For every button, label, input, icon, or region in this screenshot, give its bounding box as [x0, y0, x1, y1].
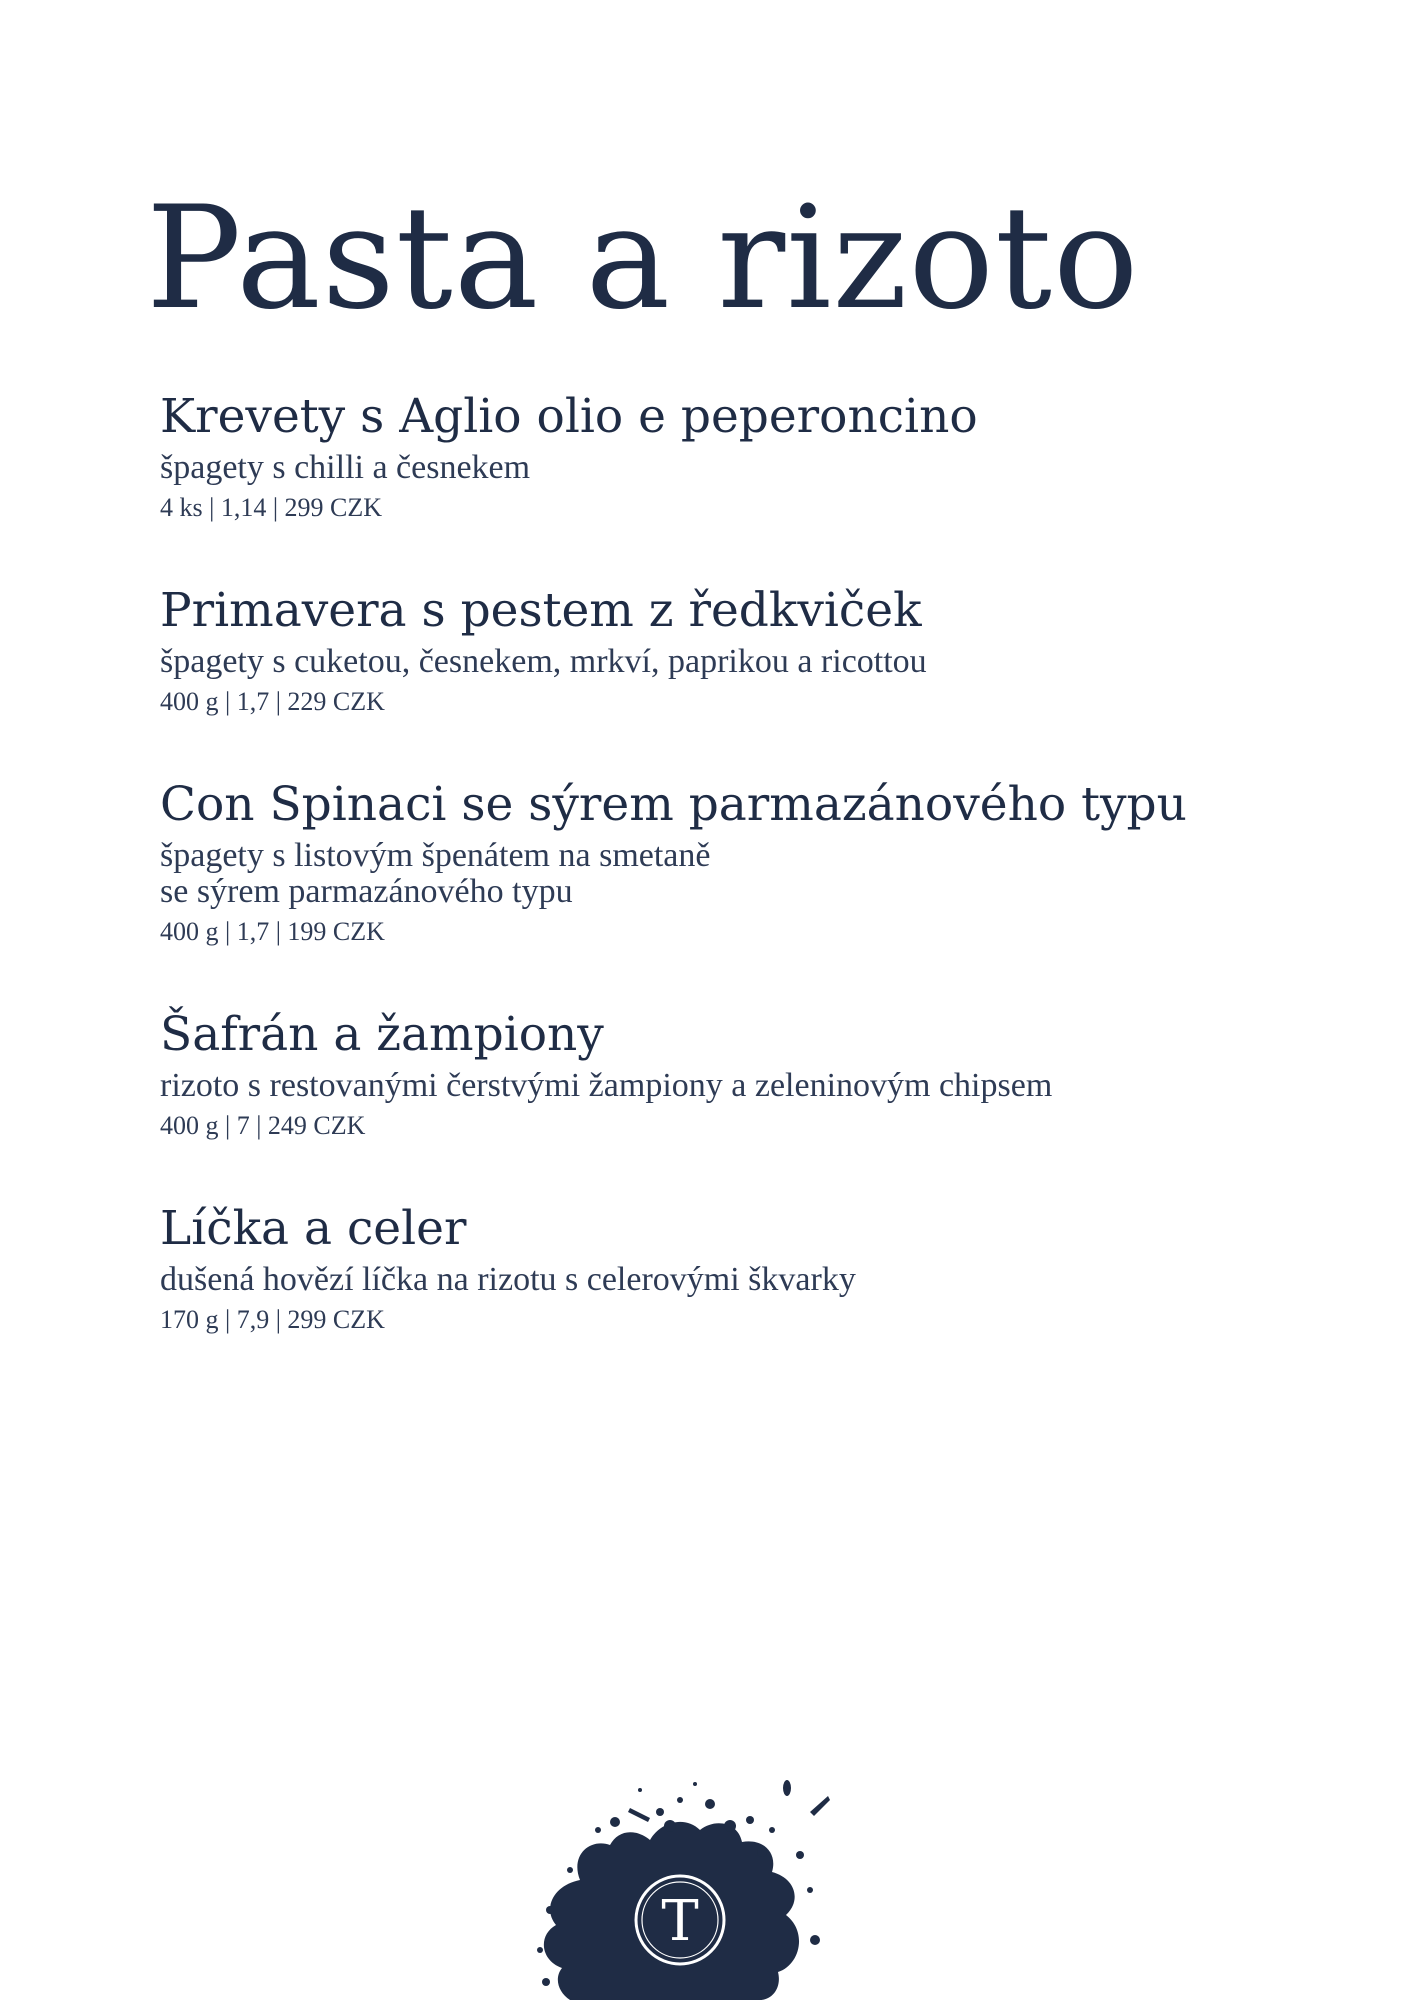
menu-item-meta: 400 g | 1,7 | 199 CZK: [160, 917, 385, 946]
menu-item-description: rizoto s restovanými čerstvými žampiony a zeleninovým chipsem: [160, 1067, 1053, 1104]
ink-splash-logo-icon: [510, 1760, 850, 2000]
menu-item: [160, 388, 1320, 524]
menu-item-description: špagety s listovým špenátem na smetaně se sýrem parmazánového typu: [160, 837, 711, 910]
menu-item-meta: 400 g | 1,7 | 229 CZK: [160, 687, 385, 716]
menu-item: [160, 1200, 1320, 1336]
menu-item-description: špagety s cuketou, česnekem, mrkví, paprikou a ricottou: [160, 643, 927, 680]
menu-item-name: Líčka a celer: [160, 1201, 467, 1256]
logo-letter: T: [661, 1889, 699, 1954]
menu-item-meta: 170 g | 7,9 | 299 CZK: [160, 1305, 385, 1334]
menu-item-meta: 400 g | 7 | 249 CZK: [160, 1111, 366, 1140]
menu-item: [160, 582, 1320, 718]
menu-item-description: špagety s chilli a česnekem: [160, 449, 531, 486]
menu-item-name: Krevety s Aglio olio e peperoncino: [160, 389, 978, 444]
menu-item: [160, 776, 1320, 948]
menu-item-name: Con Spinaci se sýrem parmazánového typu: [160, 777, 1187, 832]
menu-list: [160, 388, 1320, 1394]
menu-item-description: dušená hovězí líčka na rizotu s celerovými škvarky: [160, 1261, 856, 1298]
menu-item-name: Šafrán a žampiony: [160, 1007, 604, 1062]
menu-item-name: Primavera s pestem z ředkviček: [160, 583, 922, 638]
page-title: Pasta a rizoto: [146, 176, 1140, 341]
menu-item: [160, 1006, 1320, 1142]
menu-item-meta: 4 ks | 1,14 | 299 CZK: [160, 493, 383, 522]
